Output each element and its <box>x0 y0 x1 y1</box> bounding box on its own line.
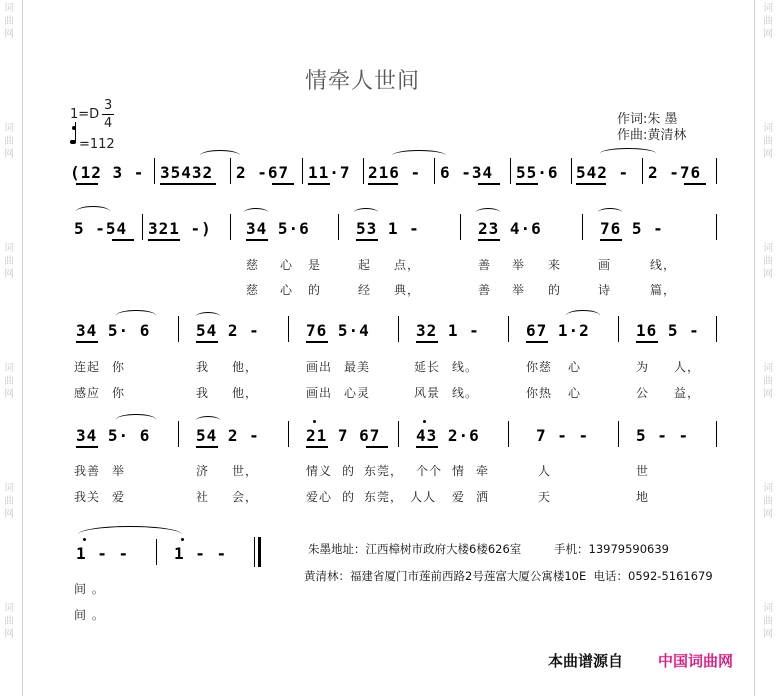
lyric: 社 <box>196 490 210 504</box>
slur <box>600 148 656 159</box>
lyric: 爱心 <box>306 490 333 504</box>
barline <box>716 316 717 342</box>
underline <box>576 183 606 185</box>
barline <box>338 214 339 240</box>
lyric: 人 <box>538 464 552 478</box>
lyric: 善 <box>478 258 492 272</box>
underline <box>368 183 398 185</box>
measure-3-6: 16 5 - <box>636 321 700 340</box>
barline <box>460 214 461 240</box>
lyric: 你 <box>112 360 126 374</box>
lyric: 心 <box>280 258 294 272</box>
high-octave-dot <box>181 538 184 541</box>
lyric: 感应 <box>74 386 101 400</box>
lyric: 天 <box>538 490 552 504</box>
lyric: 线。 <box>452 386 479 400</box>
measure-1-4: 11·7 <box>308 163 351 182</box>
barline <box>716 158 717 184</box>
barline <box>582 214 583 240</box>
barline <box>716 214 717 240</box>
song-title: 情牵人世间 <box>305 69 421 94</box>
lyric: 心 <box>568 360 582 374</box>
barline <box>142 214 143 240</box>
slur <box>598 208 622 217</box>
barline <box>398 316 399 342</box>
high-octave-dot <box>313 420 316 423</box>
lyric: 画出 <box>306 386 333 400</box>
barline <box>302 158 303 184</box>
underline <box>272 183 294 185</box>
barline <box>156 539 157 565</box>
site-brand-link[interactable]: 中国词曲网 <box>658 652 734 670</box>
slur <box>476 208 500 217</box>
watermark-right-3: 词 曲 网 <box>763 243 773 280</box>
underline <box>112 239 134 241</box>
lyricist-credit: 作词:朱 墨 <box>617 112 678 127</box>
barline <box>288 421 289 447</box>
lyric: 我 <box>196 386 210 400</box>
lyric: 地 <box>636 490 650 504</box>
underline <box>306 446 328 448</box>
barline <box>154 158 155 184</box>
watermark-right-1: 词 曲 网 <box>763 3 773 40</box>
underline <box>478 239 500 241</box>
lyric: 线， <box>650 258 677 272</box>
underline <box>246 239 268 241</box>
measure-2-6: 76 5 - <box>600 219 664 238</box>
lyric: 我善 <box>74 464 101 478</box>
lyric: 东莞， <box>364 490 404 504</box>
watermark-right-2: 词 曲 网 <box>763 123 773 160</box>
measure-1-7: 55·6 <box>516 163 559 182</box>
barline <box>618 421 619 447</box>
time-signature-top: 3 <box>104 98 113 113</box>
measure-1-9: 2 -76 <box>648 163 702 182</box>
measure-3-4: 32 1 - <box>416 321 480 340</box>
high-octave-dot <box>83 538 86 541</box>
underline <box>478 183 500 185</box>
huang-contact: 黄清林：福建省厦门市莲前西路2号莲富大厦公寓楼10E 电话：0592-5161679 <box>304 569 713 583</box>
underline <box>308 183 330 185</box>
slur <box>200 150 240 161</box>
underline <box>526 341 548 343</box>
lyric: 你热 <box>526 386 553 400</box>
measure-4-5: 7 - - <box>536 426 590 445</box>
lyric: 线。 <box>452 360 479 374</box>
lyric: 个个 <box>416 464 443 478</box>
lyric: 点， <box>394 258 421 272</box>
measure-4-4: 43 2·6 <box>416 426 480 445</box>
time-signature-line <box>102 114 114 115</box>
lyric: 的 <box>342 464 356 478</box>
slur <box>196 416 220 425</box>
slur <box>76 206 110 217</box>
underline <box>684 183 706 185</box>
lyric: 起 <box>358 258 372 272</box>
final-barline-thin <box>254 537 255 567</box>
barline <box>230 158 231 184</box>
watermark-left-2: 词 曲 网 <box>4 123 14 160</box>
lyric: 善 <box>478 283 492 297</box>
underline <box>306 341 328 343</box>
lyric: 心 <box>280 283 294 297</box>
right-border <box>754 0 755 696</box>
barline <box>510 158 511 184</box>
lyric: 是 <box>308 258 322 272</box>
underline <box>76 341 98 343</box>
barline <box>178 316 179 342</box>
barline <box>618 316 619 342</box>
lyric: 爱 <box>112 490 126 504</box>
measure-1-3: 2 -67 <box>236 163 290 182</box>
underline <box>76 446 98 448</box>
lyric: 你慈 <box>526 360 553 374</box>
key-signature: 1=D <box>70 107 100 122</box>
final-barline-thick <box>258 537 261 567</box>
underline <box>366 446 388 448</box>
watermark-left-1: 词 曲 网 <box>4 3 14 40</box>
quarter-note-icon <box>70 140 76 144</box>
watermark-right-6: 词 曲 网 <box>763 603 773 640</box>
lyric: 为 <box>636 360 650 374</box>
high-octave-dot <box>423 420 426 423</box>
lyric: 情义 <box>306 464 333 478</box>
barline <box>363 158 364 184</box>
barline <box>508 421 509 447</box>
lyric: 的 <box>342 490 356 504</box>
slur <box>196 312 220 321</box>
underline <box>516 183 538 185</box>
lyric: 慈 <box>246 258 260 272</box>
measure-5-2: 1 - - <box>174 544 228 563</box>
lyric: 举 <box>512 283 526 297</box>
lyric: 的 <box>308 283 322 297</box>
lyric: 典， <box>394 283 421 297</box>
lyric: 风景 <box>414 386 441 400</box>
lyric: 牵 <box>476 464 490 478</box>
underline <box>356 239 378 241</box>
lyric: 的 <box>548 283 562 297</box>
lyric: 你 <box>112 386 126 400</box>
measure-4-1: 34 5· 6 <box>76 426 151 445</box>
lyric: 人， <box>674 360 701 374</box>
lyric: 东莞， <box>364 464 404 478</box>
barline <box>288 316 289 342</box>
lyric: 来 <box>548 258 562 272</box>
measure-4-6: 5 - - <box>636 426 690 445</box>
measure-4-2: 54 2 - <box>196 426 260 445</box>
slur <box>354 208 378 217</box>
lyric: 会， <box>232 490 259 504</box>
lyric: 我 <box>196 360 210 374</box>
slur <box>116 310 156 321</box>
measure-3-2: 54 2 - <box>196 321 260 340</box>
lyric: 心灵 <box>344 386 371 400</box>
measure-1-5: 216 - <box>368 163 422 182</box>
tempo-mark: =112 <box>79 137 115 152</box>
lyric: 他， <box>232 386 259 400</box>
lyric: 篇， <box>650 283 677 297</box>
lyric: 最美 <box>344 360 371 374</box>
left-border <box>22 0 23 696</box>
lyric: 情 <box>452 464 466 478</box>
measure-2-2: 321 -) <box>148 219 212 238</box>
lyric: 我关 <box>74 490 101 504</box>
watermark-right-4: 词 曲 网 <box>763 363 773 400</box>
composer-credit: 作曲:黄清林 <box>617 128 687 143</box>
lyric: 画 <box>598 258 612 272</box>
lyric: 世 <box>636 464 650 478</box>
measure-3-3: 76 5·4 <box>306 321 370 340</box>
watermark-left-4: 词 曲 网 <box>4 363 14 400</box>
measure-4-3: 21 7 67 <box>306 426 381 445</box>
measure-3-5: 67 1·2 <box>526 321 590 340</box>
lyric: 经 <box>358 283 372 297</box>
lyric: 连起 <box>74 360 101 374</box>
barline <box>434 158 435 184</box>
measure-1-1: (12 3 - <box>70 163 145 182</box>
time-signature-bottom: 4 <box>104 116 113 131</box>
zhumo-address: 朱墨地址：江西樟树市政府大楼6楼626室 <box>308 542 522 556</box>
barline <box>398 421 399 447</box>
underline <box>148 239 180 241</box>
barline <box>716 421 717 447</box>
tie <box>78 526 182 543</box>
slur <box>392 150 446 161</box>
watermark-right-5: 词 曲 网 <box>763 483 773 520</box>
lyric: 画出 <box>306 360 333 374</box>
lyric: 延长 <box>414 360 441 374</box>
quarter-note-stem <box>75 122 76 142</box>
underline <box>160 183 216 185</box>
lyric: 益， <box>674 386 701 400</box>
watermark-left-5: 词 曲 网 <box>4 483 14 520</box>
measure-2-1: 5 -54 <box>74 219 128 238</box>
barline <box>571 158 572 184</box>
measure-1-2: 35432 <box>160 163 214 182</box>
underline <box>416 446 438 448</box>
lyric: 心 <box>568 386 582 400</box>
slur <box>244 208 268 217</box>
measure-1-6: 6 -34 <box>440 163 494 182</box>
lyric: 间 。 <box>74 582 105 596</box>
lyric: 间 。 <box>74 608 105 622</box>
measure-2-4: 53 1 - <box>356 219 420 238</box>
underline <box>196 341 218 343</box>
measure-5-1: 1 - - <box>76 544 130 563</box>
lyric: 人人 <box>410 490 437 504</box>
measure-2-3: 34 5·6 <box>246 219 310 238</box>
measure-1-8: 542 - <box>576 163 630 182</box>
lyric: 举 <box>512 258 526 272</box>
underline <box>76 183 98 185</box>
measure-3-1: 34 5· 6 <box>76 321 151 340</box>
underline <box>636 341 658 343</box>
slur <box>566 310 600 321</box>
underline <box>416 341 438 343</box>
barline <box>508 316 509 342</box>
watermark-left-6: 词 曲 网 <box>4 603 14 640</box>
lyric: 举 <box>112 464 126 478</box>
lyric: 他， <box>232 360 259 374</box>
barline <box>642 158 643 184</box>
underline <box>196 446 218 448</box>
lyric: 洒 <box>476 490 490 504</box>
barline <box>230 214 231 240</box>
measure-2-5: 23 4·6 <box>478 219 542 238</box>
zhumo-phone: 手机：13979590639 <box>554 542 669 556</box>
lyric: 诗 <box>598 283 612 297</box>
barline <box>178 421 179 447</box>
watermark-left-3: 词 曲 网 <box>4 243 14 280</box>
slur <box>116 414 156 425</box>
underline <box>600 239 622 241</box>
lyric: 济 <box>196 464 210 478</box>
lyric: 世， <box>232 464 259 478</box>
lyric: 公 <box>636 386 650 400</box>
lyric: 爱 <box>452 490 466 504</box>
lyric: 慈 <box>246 283 260 297</box>
source-label: 本曲谱源自 <box>548 652 624 670</box>
